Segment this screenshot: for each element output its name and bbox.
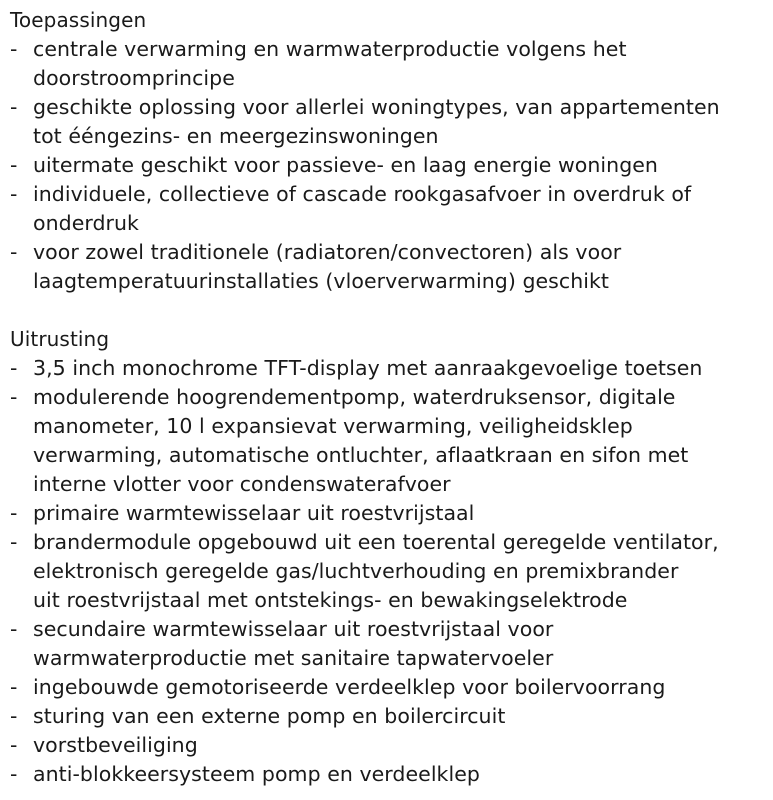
list-item <box>10 151 763 180</box>
list-item-text: primaire warmtewisselaar uit roestvrijstaal <box>33 501 475 525</box>
list-item-text: centrale verwarming en warmwaterproductie volgens het doorstroomprincipe <box>33 37 627 90</box>
list-item-text: voor zowel traditionele (radiatoren/convectoren) als voor laagtemperatuurinstallaties (vloerverwarming) geschikt <box>33 240 622 293</box>
list-item <box>10 528 763 615</box>
bullet-dash: - <box>10 675 18 699</box>
list-item-text: modulerende hoogrendementpomp, waterdruksensor, digitale manometer, 10 l expansievat verwarming, veiligheidsklep verwarming, automatische ontluchter, aflaatkraan en sifon met interne vlotter voor condenswaterafvoer <box>33 385 689 496</box>
bullet-dash: - <box>10 356 18 380</box>
bullet-dash: - <box>10 530 18 554</box>
section-uitrusting <box>10 325 763 789</box>
section-title-uitrusting: Uitrusting <box>10 327 110 351</box>
list-item-text: geschikte oplossing voor allerlei woningtypes, van appartementen tot ééngezins- en meergezinswoningen <box>33 95 720 148</box>
list-item <box>10 238 763 296</box>
bullet-dash: - <box>10 95 18 119</box>
bullet-list-toepassingen <box>10 35 763 296</box>
list-item-text: anti-blokkeersysteem pomp en verdeelklep <box>33 762 480 786</box>
list-item-text: secundaire warmtewisselaar uit roestvrijstaal voor warmwaterproductie met sanitaire tapwatervoeler <box>33 617 554 670</box>
list-item-text: 3,5 inch monochrome TFT-display met aanraakgevoelige toetsen <box>33 356 703 380</box>
list-item <box>10 673 763 702</box>
list-item <box>10 180 763 238</box>
bullet-dash: - <box>10 182 18 206</box>
list-item-text: brandermodule opgebouwd uit een toerental geregelde ventilator, elektronisch geregelde gas/luchtverhouding en premixbrander uit roestvrijstaal met ontstekings- en bewakingselektrode <box>33 530 719 612</box>
list-item-text: uitermate geschikt voor passieve- en laag energie woningen <box>33 153 658 177</box>
list-item-text: sturing van een externe pomp en boilercircuit <box>33 704 506 728</box>
bullet-dash: - <box>10 240 18 264</box>
list-item-text: vorstbeveiliging <box>33 733 198 757</box>
list-item-text: individuele, collectieve of cascade rookgasafvoer in overdruk of onderdruk <box>33 182 692 235</box>
section-title-toepassingen: Toepassingen <box>10 8 147 32</box>
list-item <box>10 499 763 528</box>
list-item <box>10 354 763 383</box>
list-item <box>10 383 763 499</box>
bullet-dash: - <box>10 704 18 728</box>
bullet-dash: - <box>10 617 18 641</box>
section-toepassingen <box>10 6 763 296</box>
bullet-dash: - <box>10 733 18 757</box>
list-item <box>10 702 763 731</box>
list-item <box>10 731 763 760</box>
bullet-list-uitrusting <box>10 354 763 789</box>
bullet-dash: - <box>10 37 18 61</box>
bullet-dash: - <box>10 153 18 177</box>
list-item <box>10 35 763 93</box>
bullet-dash: - <box>10 501 18 525</box>
bullet-dash: - <box>10 762 18 786</box>
list-item <box>10 760 763 789</box>
bullet-dash: - <box>10 385 18 409</box>
list-item <box>10 93 763 151</box>
list-item-text: ingebouwde gemotoriseerde verdeelklep voor boilervoorrang <box>33 675 666 699</box>
list-item <box>10 615 763 673</box>
